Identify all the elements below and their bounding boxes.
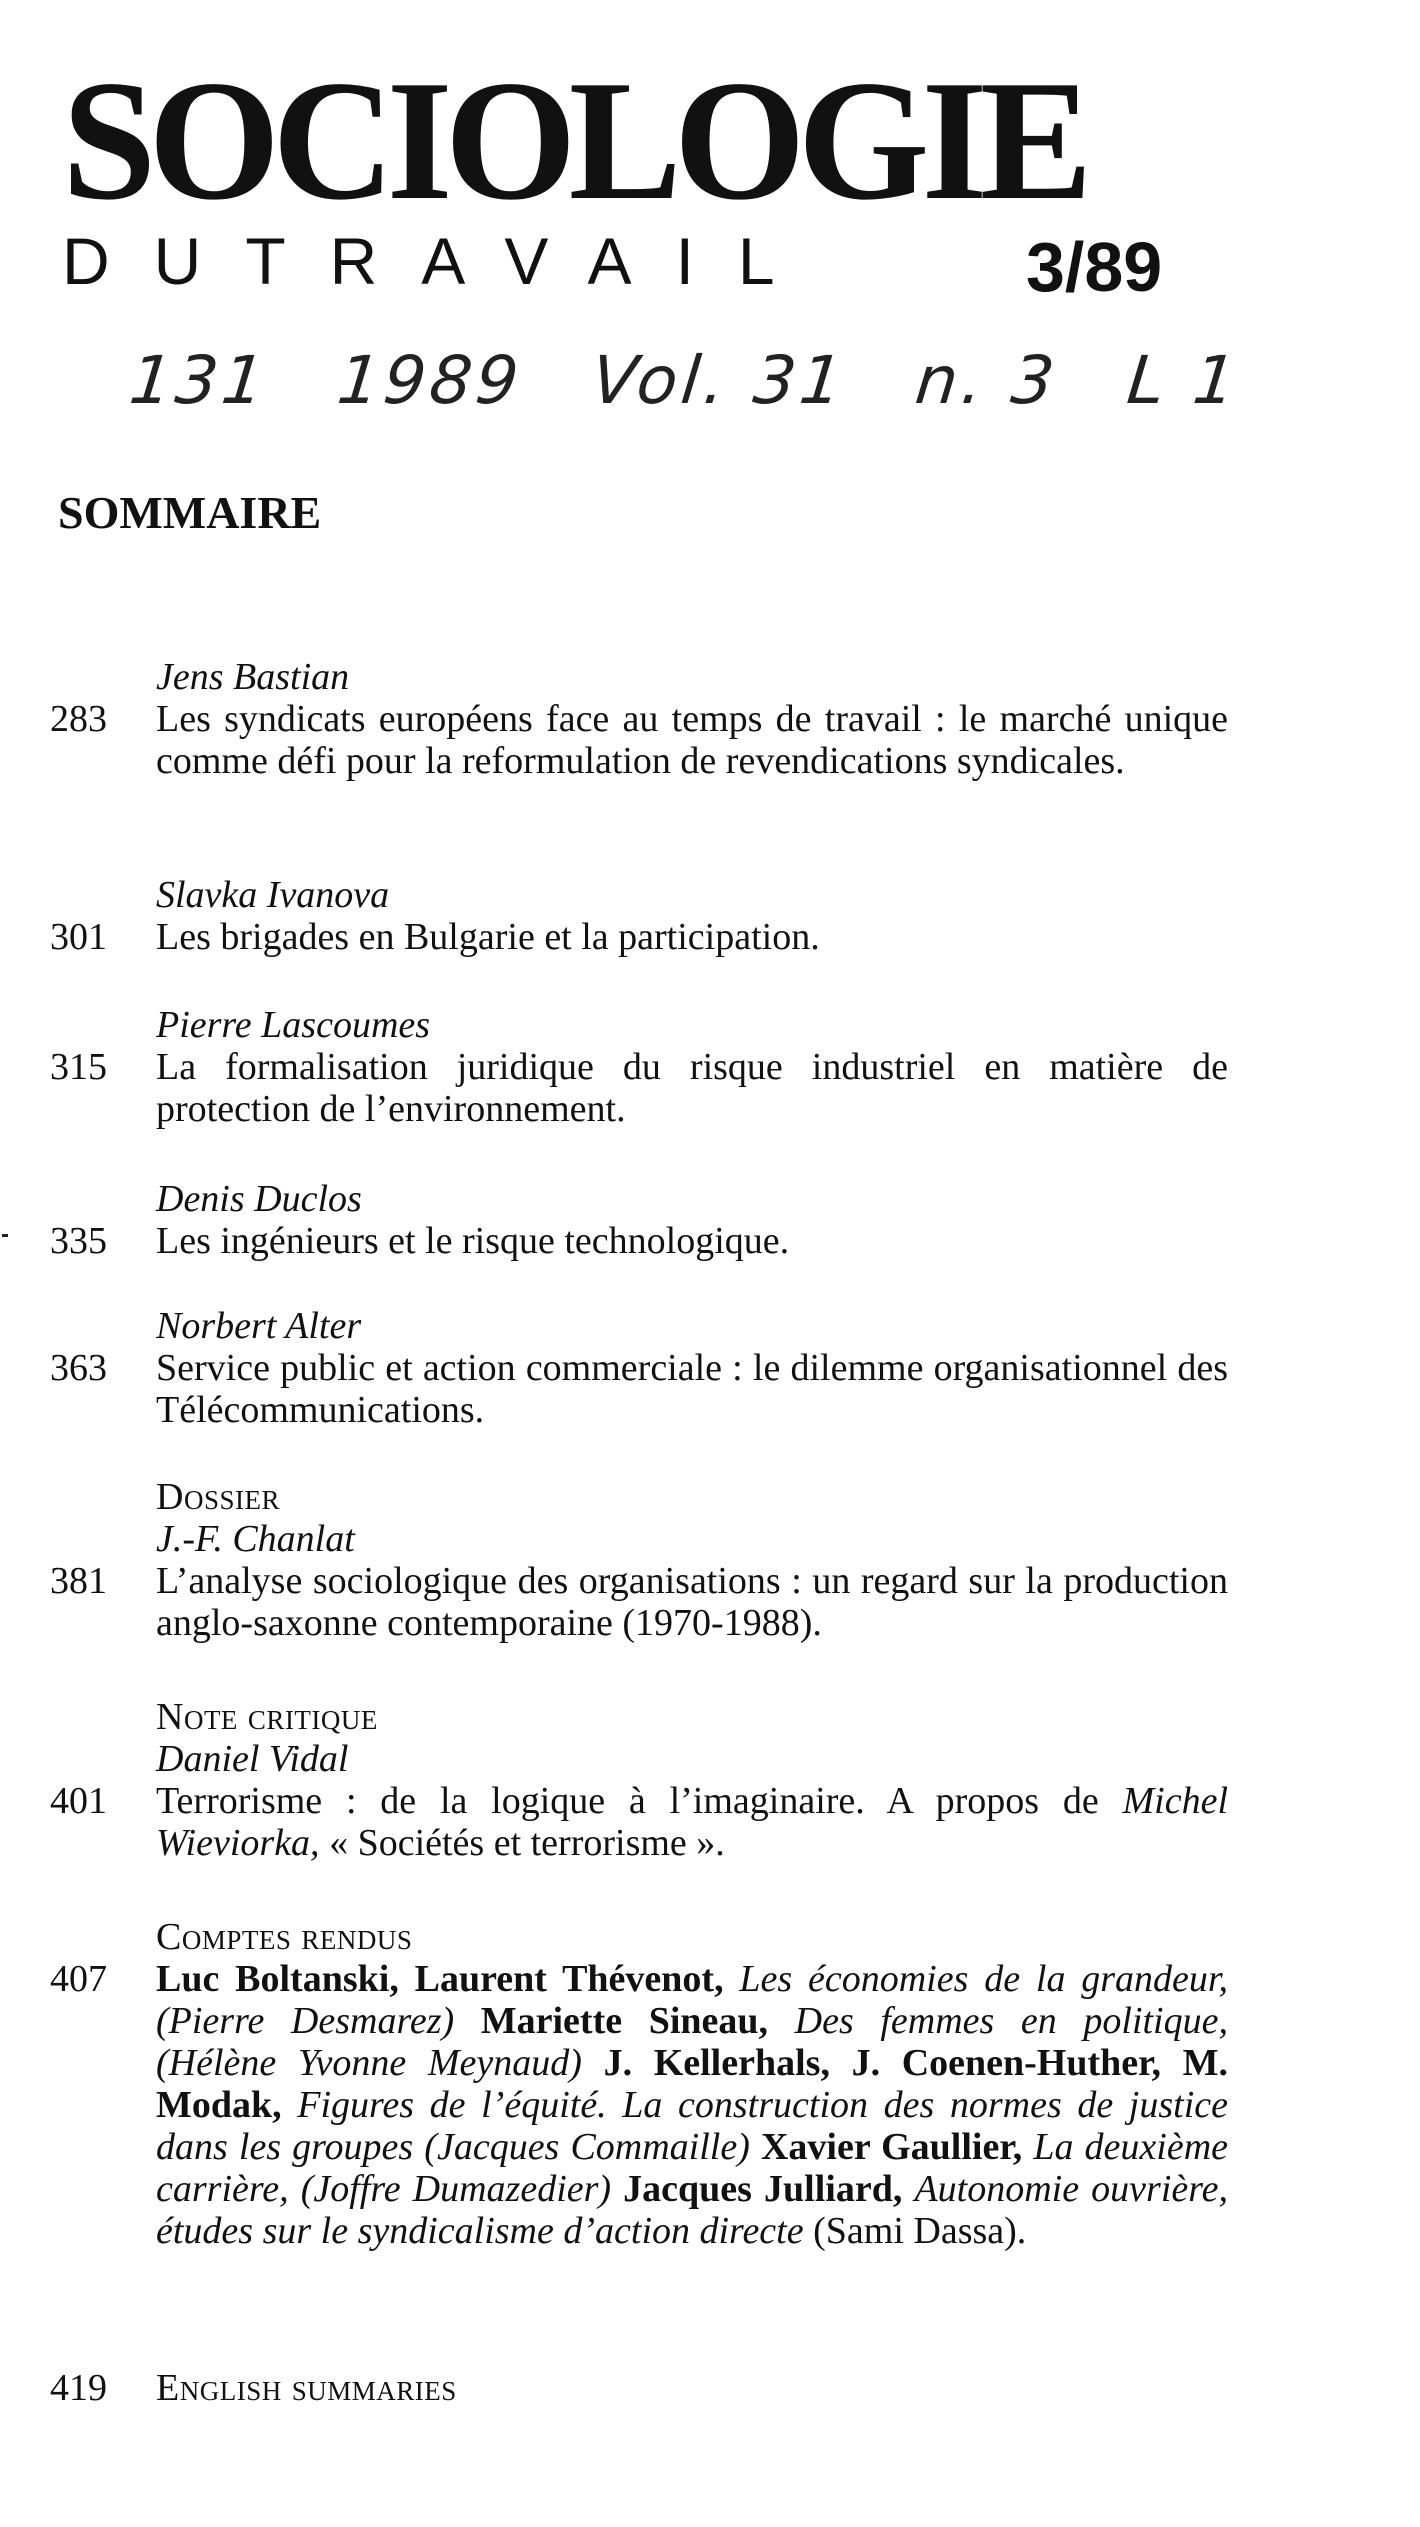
entry-author: Slavka Ivanova <box>156 874 390 916</box>
margin-tick <box>2 1234 8 1237</box>
entry-block <box>156 1476 1228 1644</box>
page-number: 363 <box>50 1347 107 1389</box>
entry-author: J.-F. Chanlat <box>156 1518 355 1560</box>
review-authors: J. Kellerhals, J. Coenen-Huther, M. Modak, <box>156 2042 1229 2126</box>
page-number: 283 <box>50 698 107 740</box>
review-book: Les économies de la grandeur, (Pierre Desmarez) <box>156 1958 1228 2042</box>
entry-title: Les syndicats européens face au temps de travail : le marché unique comme défi pour la reformulation de revendications syndicales. <box>156 698 1228 782</box>
entry-block <box>156 1178 1228 1262</box>
entry-title: L’analyse sociologique des organisations : un regard sur la production anglo-saxonne contemporaine (1970-1988). <box>156 1560 1228 1644</box>
reviewer: (Sami Dassa). <box>813 2210 1027 2252</box>
entry-title-start: Terrorisme : de la logique à l’imaginaire. A propos de <box>156 1780 1099 1822</box>
section-label: Dossier <box>156 1476 280 1518</box>
review-list <box>156 1958 1228 2252</box>
entry-title: La formalisation juridique du risque industriel en matière de protection de l’environnement. <box>156 1046 1228 1130</box>
review-book: Autonomie ouvrière, études sur le syndicalisme d’action directe <box>156 2168 1228 2252</box>
journal-title: SOCIOLOGIE <box>62 46 1085 236</box>
review-authors: Mariette Sineau, <box>480 2000 769 2042</box>
entry-author: Denis Duclos <box>156 1178 362 1220</box>
entry-author: Norbert Alter <box>156 1305 362 1347</box>
page-number: 335 <box>50 1220 107 1262</box>
handwritten-annotation <box>126 342 1404 419</box>
entry-block <box>156 874 1228 958</box>
entry-title <box>156 1780 1228 1864</box>
review-authors: Luc Boltanski, Laurent Thévenot, <box>156 1958 724 2000</box>
review-book: La deuxième carrière, (Joffre Dumazedier) <box>156 2126 1229 2210</box>
handwritten-year: 1989 <box>333 342 527 419</box>
toc-heading: SOMMAIRE <box>58 487 322 538</box>
review-book: Des femmes en politique, (Hélène Yvonne Meynaud) <box>156 2000 1228 2084</box>
page-number: 401 <box>50 1780 107 1822</box>
entry-author: Daniel Vidal <box>156 1738 349 1780</box>
handwritten-call-number: 131 <box>126 342 273 419</box>
entry-title-author: Michel Wieviorka, <box>156 1780 1229 1864</box>
entry-block <box>156 1916 1228 2252</box>
entry-block <box>156 656 1228 782</box>
entry-title: Les ingénieurs et le risque technologique. <box>156 1220 790 1262</box>
entry-block <box>156 1305 1228 1431</box>
entry-title: Service public et action commerciale : le dilemme organisationnel des Télécommunications. <box>156 1347 1228 1431</box>
page-number: 301 <box>50 916 107 958</box>
handwritten-volume: Vol. 31 <box>587 342 851 419</box>
journal-subtitle: DUTRAVAIL <box>62 224 819 298</box>
page-number: 315 <box>50 1046 107 1088</box>
review-book: Figures de l’équité. La construction des normes de justice dans les groupes (Jacques Commaille) <box>156 2084 1228 2168</box>
entry-author: Pierre Lascoumes <box>156 1004 431 1046</box>
section-label: Comptes rendus <box>156 1916 413 1958</box>
page-number: 419 <box>50 2367 107 2409</box>
entry-title: Les brigades en Bulgarie et la participation. <box>156 916 820 958</box>
handwritten-copy: L 1 <box>1123 342 1244 419</box>
section-label: Note critique <box>156 1696 378 1738</box>
handwritten-number: n. 3 <box>911 342 1062 419</box>
review-authors: Jacques Julliard, <box>623 2168 903 2210</box>
entry-author: Jens Bastian <box>156 656 350 698</box>
entry-block <box>156 2367 1228 2409</box>
entry-block <box>156 1004 1228 1130</box>
entry-title-end: « Sociétés et terrorisme ». <box>329 1822 725 1864</box>
review-authors: Xavier Gaullier, <box>760 2126 1023 2168</box>
page-number: 407 <box>50 1958 107 2000</box>
entry-block <box>156 1696 1228 1864</box>
page-number: 381 <box>50 1560 107 1602</box>
section-label: English summaries <box>156 2367 457 2409</box>
issue-number: 3/89 <box>1026 228 1163 306</box>
